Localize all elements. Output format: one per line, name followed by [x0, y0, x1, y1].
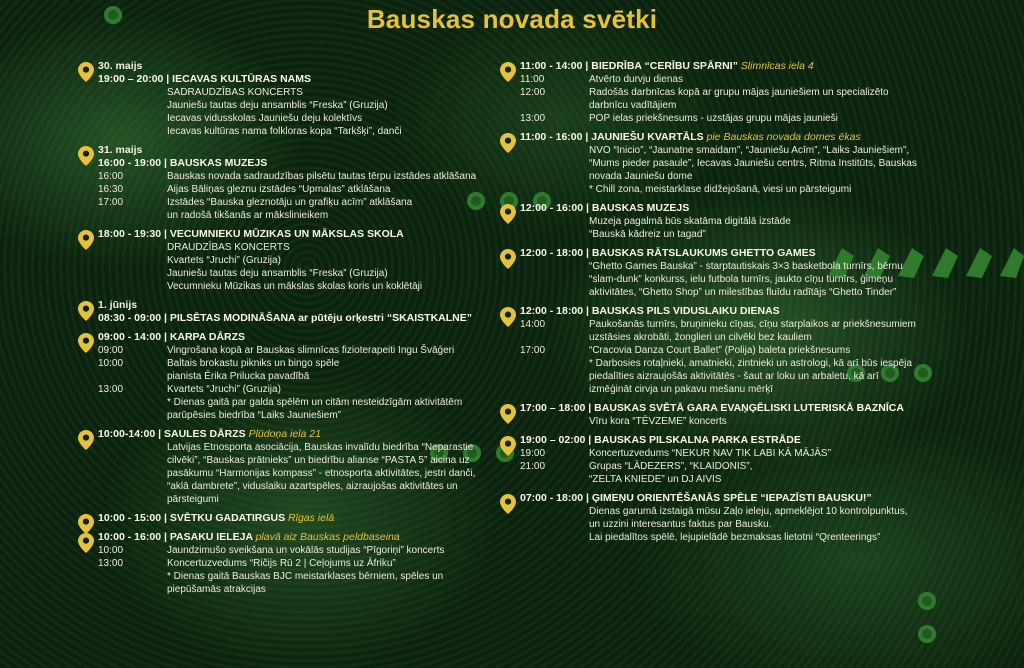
event-item — [500, 131, 920, 196]
event-detail-text: Kvartets “Jruchi” (Gruzija) — [167, 255, 281, 266]
event-detail-row — [520, 73, 920, 86]
event-detail-time — [98, 570, 167, 596]
event-detail-text: Iecavas vidusskolas Jauniešu deju kolektīvs — [167, 113, 363, 124]
event-item — [500, 247, 920, 299]
event-heading — [520, 305, 920, 318]
event-detail-row — [98, 112, 488, 125]
location-pin-icon — [78, 301, 94, 321]
event-detail-row — [520, 505, 920, 531]
event-heading — [520, 60, 920, 73]
event-detail-row — [98, 125, 488, 138]
event-location: pie Bauskas novada domes ēkas — [706, 131, 861, 143]
event-title: 12:00 - 18:00 | BAUSKAS PILS VIDUSLAIKU DIENAS — [520, 305, 780, 317]
event-heading — [98, 157, 488, 170]
event-heading — [98, 428, 488, 441]
event-detail-text: “Bauskā kādreiz un tagad” — [589, 229, 706, 240]
event-title: 17:00 – 18:00 | BAUSKAS SVĒTĀ GARA EVAŅĢĒLISKI LUTERISKĀ BAZNĪCA — [520, 402, 904, 414]
event-detail-time: 13:00 — [520, 113, 546, 124]
event-detail-time: 12:00 — [520, 87, 546, 98]
event-detail-row — [98, 280, 488, 293]
event-detail-row — [98, 557, 488, 570]
location-pin-icon — [78, 430, 94, 450]
event-detail-row — [520, 344, 920, 357]
event-detail-time — [98, 125, 167, 138]
event-detail-time: 17:00 — [98, 197, 124, 208]
event-detail-time — [98, 209, 167, 222]
event-detail-row — [520, 144, 920, 183]
location-pin-icon — [78, 62, 94, 82]
event-location: Rīgas ielā — [288, 512, 335, 524]
event-detail-time — [520, 183, 589, 196]
event-item — [78, 60, 488, 138]
location-pin-icon — [500, 133, 516, 153]
event-detail-time — [520, 473, 589, 486]
location-pin-icon — [78, 146, 94, 166]
decor-ring-icon — [104, 6, 122, 24]
event-detail-text: * Darbosies rotaļnieki, amatnieki, zintnieki un astrologi, kā arī būs iespēja piedalīties aizraujošās aktivitātēs - šaut ar loku un arbaletu, kā arī izmēģināt cirvja un pakavu mešanu mērķī — [589, 358, 912, 395]
event-detail-text: NVO “Inicio”, “Jaunatne smaidam”, “Jauniešu Acīm”, “Laiks Jauniešiem”, “Mums pieder pasaule”, Iecavas Jauniešu centrs, Ritma Institūts, Bauskas novada Jauniešu dome — [589, 145, 917, 182]
event-detail-text: * Dienas gaitā par galda spēlēm un citām nesteidzīgām aktivitātēm parūpēsies biedrība “Laiks Jauniešiem” — [167, 397, 463, 421]
event-detail-text: Latvijas Etnosporta asociācija, Bauskas invalīdu biedrība “Neparastie cilvēki”, “Bauskas prātnieks” un biedrību alianse “PASTA 5” aicina uz pasākumu “Harmonijas kompass” - etnosporta aktivitātes, jestri danči, “aklā dambrete”, viduslaiku azartspēles, aizraujošas aktivitātes un pārsteigumi — [167, 442, 476, 505]
event-detail-text: Vingrošana kopā ar Bauskas slimnīcas fizioterapeiti Ingu Švāģeri — [167, 345, 455, 356]
event-detail-row — [98, 99, 488, 112]
event-detail-text: Jauniešu tautas deju ansamblis “Freska” (Gruzija) — [167, 100, 388, 111]
event-detail-row — [98, 357, 488, 370]
location-pin-icon — [500, 436, 516, 456]
event-detail-row — [520, 86, 920, 112]
event-heading — [98, 73, 488, 86]
event-detail-time — [98, 241, 167, 254]
event-detail-row — [98, 267, 488, 280]
event-location: Plūdoņa iela 21 — [248, 428, 321, 440]
event-detail-text: Muzeja pagalmā būs skatāma digitālā izstāde — [589, 216, 791, 227]
event-detail-text: Jaundzimušo sveikšana un vokālās studijas “Pīgoriņi” koncerts — [167, 545, 445, 556]
location-pin-icon — [500, 249, 516, 269]
event-title: 08:30 - 09:00 | PILSĒTAS MODINĀŠANA ar pūtēju orķestri “SKAISTKALNE” — [98, 312, 473, 324]
event-detail-time — [520, 505, 589, 531]
location-pin-icon — [78, 230, 94, 250]
event-location: Slimnīcas iela 4 — [740, 60, 814, 72]
event-detail-row — [520, 415, 920, 428]
event-detail-text: Atvērto durvju dienas — [589, 74, 683, 85]
event-title: 19:00 – 02:00 | BAUSKAS PILSKALNA PARKA ESTRĀDE — [520, 434, 801, 446]
event-detail-row — [98, 370, 488, 383]
event-item — [500, 434, 920, 486]
event-item — [78, 228, 488, 293]
event-detail-time: 13:00 — [98, 558, 124, 569]
event-detail-text: Kvartets “Jruchi” (Gruzija) — [167, 384, 281, 395]
event-title: 10:00-14:00 | SAULES DĀRZS — [98, 428, 246, 440]
event-detail-time: 16:00 — [98, 171, 124, 182]
event-title: 18:00 - 19:30 | VECUMNIEKU MŪZIKAS UN MĀKSLAS SKOLA — [98, 228, 404, 240]
event-title: 11:00 - 14:00 | BIEDRĪBA “CERĪBU SPĀRNI” — [520, 60, 738, 72]
schedule-right-column — [500, 60, 920, 550]
event-item — [78, 331, 488, 422]
event-detail-text: pianista Ērika Prilucka pavadībā — [167, 371, 310, 382]
event-detail-row — [520, 112, 920, 125]
schedule-left-column — [78, 60, 488, 602]
location-pin-icon — [500, 494, 516, 514]
event-detail-time — [520, 215, 589, 228]
event-detail-time — [520, 415, 589, 428]
event-detail-time: 10:00 — [98, 545, 124, 556]
location-pin-icon — [500, 204, 516, 224]
event-detail-time — [98, 112, 167, 125]
event-detail-row — [98, 196, 488, 209]
event-detail-text: “Cracovia Danza Court Ballet” (Polija) baleta priekšnesums — [589, 345, 851, 356]
event-detail-text: Koncertuzvedums “Ričijs Rū 2 | Ceļojums uz Āfriku” — [167, 558, 396, 569]
event-detail-time: 14:00 — [520, 319, 546, 330]
event-detail-text: * Dienas gaitā Bauskas BJC meistarklases bērniem, spēles un piepūšamās atrakcijas — [167, 571, 444, 595]
event-detail-time — [98, 267, 167, 280]
event-heading — [520, 247, 920, 260]
event-detail-time: 21:00 — [520, 461, 546, 472]
event-item — [500, 60, 920, 125]
event-detail-time: 17:00 — [520, 345, 546, 356]
event-heading — [98, 312, 488, 325]
event-detail-text: * Chill zona, meistarklase didžejošanā, viesi un pārsteigumi — [589, 184, 852, 195]
event-detail-row — [520, 460, 920, 473]
event-detail-time — [98, 99, 167, 112]
event-item — [78, 512, 488, 525]
event-detail-row — [98, 396, 488, 422]
event-date: 31. maijs — [98, 144, 143, 156]
event-detail-text: Bauskas novada sadraudzības pilsētu tautas tērpu izstādes atklāšana — [167, 171, 477, 182]
event-detail-text: Radošās darbnīcas kopā ar grupu mājas jauniešiem un specializēto darbnīcu vadītājiem — [589, 87, 889, 111]
event-detail-time — [520, 260, 589, 299]
event-detail-time — [520, 531, 589, 544]
event-heading — [520, 434, 920, 447]
decor-ring-icon — [918, 592, 936, 610]
event-detail-text: DRAUDZĪBAS KONCERTS — [167, 242, 290, 253]
event-detail-text: Vīru kora “TĒVZEME” koncerts — [589, 416, 727, 427]
event-detail-time — [520, 228, 589, 241]
event-detail-row — [98, 86, 488, 99]
event-title: 19:00 – 20:00 | IECAVAS KULTŪRAS NAMS — [98, 73, 311, 85]
event-date: 30. maijs — [98, 60, 143, 72]
event-heading — [98, 512, 488, 525]
event-title: 09:00 - 14:00 | KARPA DĀRZS — [98, 331, 246, 343]
event-detail-time — [520, 357, 589, 396]
event-item — [78, 144, 488, 222]
event-detail-text: Jauniešu tautas deju ansamblis “Freska” (Gruzija) — [167, 268, 388, 279]
event-detail-time: 13:00 — [98, 384, 124, 395]
event-detail-time: 09:00 — [98, 345, 124, 356]
event-item — [500, 492, 920, 544]
event-detail-text: Paukošanās turnīrs, bruņinieku cīņas, cīņu starplaikos ar priekšnesumiem uzstāsies akrobāti, žonglieri un cilvēki bez kauliem — [589, 319, 916, 343]
event-item — [78, 299, 488, 325]
event-detail-row — [98, 209, 488, 222]
event-detail-text: Dienas garumā izstaigā mūsu Zaļo ieleju, apmeklējot 10 kontrolpunktus, un uzzini interesantus faktus par Bausku. — [589, 506, 908, 530]
event-heading — [520, 492, 920, 505]
event-detail-time: 10:00 — [98, 358, 124, 369]
event-detail-row — [98, 344, 488, 357]
event-detail-time — [98, 396, 167, 422]
event-detail-time — [98, 86, 167, 99]
event-location: plavā aiz Bauskas peldbaseina — [255, 531, 400, 543]
event-detail-text: Izstādes “Bauska gleznotāju un grafiķu acīm” atklāšana — [167, 197, 413, 208]
event-detail-time — [98, 441, 167, 506]
event-detail-time — [98, 370, 167, 383]
event-detail-row — [520, 183, 920, 196]
location-pin-icon — [500, 404, 516, 424]
event-detail-text: “Ghetto Games Bauska” - starptautiskais 3×3 basketbola turnīrs, bērnu “slam-dunk” konkurss, ielu futbola turnīrs, jaukto cīņu turnīrs, ģimeņu aktivitātes, “Ghetto Shop” un milestības fluīdu radītājs “Ghetto Tinder” — [589, 261, 903, 298]
event-title: 10:00 - 16:00 | PASAKU IELEJA — [98, 531, 253, 543]
location-pin-icon — [500, 307, 516, 327]
event-detail-time — [98, 280, 167, 293]
event-detail-time: 16:30 — [98, 184, 124, 195]
event-item — [500, 202, 920, 241]
event-date: 1. jūnijs — [98, 299, 138, 311]
event-item — [78, 531, 488, 596]
event-detail-row — [98, 254, 488, 267]
event-detail-text: un radošā tikšanās ar mākslinieikem — [167, 210, 329, 221]
event-detail-text: Lai piedalītos spēlē, lejupielādē bezmaksas lietotni “Qrenteerings” — [589, 532, 881, 543]
event-title: 12:00 - 16:00 | BAUSKAS MUZEJS — [520, 202, 690, 214]
event-item — [500, 305, 920, 396]
event-detail-row — [520, 215, 920, 228]
event-item — [78, 428, 488, 506]
event-detail-row — [520, 228, 920, 241]
event-heading — [520, 202, 920, 215]
event-detail-row — [98, 170, 488, 183]
location-pin-icon — [78, 333, 94, 353]
event-detail-row — [98, 570, 488, 596]
event-detail-row — [520, 318, 920, 344]
location-pin-icon — [500, 62, 516, 82]
event-title: 07:00 - 18:00 | ĢIMEŅU ORIENTĒŠANĀS SPĒLE “IEPAZĪSTI BAUSKU!” — [520, 492, 872, 504]
event-detail-text: POP ielas priekšnesums - uzstājas grupu mājas jaunieši — [589, 113, 838, 124]
event-detail-text: Baltais brokastu pikniks un bingo spēle — [167, 358, 340, 369]
event-detail-row — [98, 544, 488, 557]
event-detail-row — [520, 260, 920, 299]
event-detail-row — [520, 531, 920, 544]
event-detail-row — [98, 241, 488, 254]
page-title: Bauskas novada svētki — [366, 4, 658, 34]
location-pin-icon — [78, 533, 94, 553]
event-detail-row — [98, 441, 488, 506]
event-detail-time — [520, 144, 589, 183]
event-title: 12:00 - 18:00 | BAUSKAS RĀTSLAUKUMS GHETTO GAMES — [520, 247, 816, 259]
event-detail-row — [98, 183, 488, 196]
event-detail-text: “ZELTA KNIEDE” un DJ AIVIS — [589, 474, 722, 485]
event-heading — [98, 531, 488, 544]
event-detail-text: Vecumnieku Mūzikas un mākslas skolas koris un koklētāji — [167, 281, 423, 292]
event-heading — [98, 331, 488, 344]
event-detail-row — [520, 473, 920, 486]
event-detail-time — [98, 254, 167, 267]
event-detail-text: Grupas “LĀDEZERS”, “KLAIDONIS”, — [589, 461, 753, 472]
event-heading — [520, 131, 920, 144]
event-heading — [98, 228, 488, 241]
event-detail-text: SADRAUDZĪBAS KONCERTS — [167, 87, 303, 98]
decor-ring-icon — [918, 625, 936, 643]
event-title: 16:00 - 19:00 | BAUSKAS MUZEJS — [98, 157, 268, 169]
event-detail-text: Iecavas kultūras nama folkloras kopa “Tarkšķi”, danči — [167, 126, 402, 137]
event-heading — [520, 402, 920, 415]
event-item — [500, 402, 920, 428]
event-detail-time: 19:00 — [520, 448, 546, 459]
event-detail-time: 11:00 — [520, 74, 545, 85]
event-detail-text: Aijas Bāliņas gleznu izstādes “Upmalas” atklāšana — [167, 184, 391, 195]
event-title: 10:00 - 15:00 | SVĒTKU GADATIRGUS — [98, 512, 286, 524]
event-detail-row — [98, 383, 488, 396]
event-detail-row — [520, 447, 920, 460]
event-detail-text: Koncertuzvedums “NEKUR NAV TIK LABI KĀ MĀJĀS” — [589, 448, 831, 459]
event-title: 11:00 - 16:00 | JAUNIEŠU KVARTĀLS — [520, 131, 704, 143]
event-detail-row — [520, 357, 920, 396]
